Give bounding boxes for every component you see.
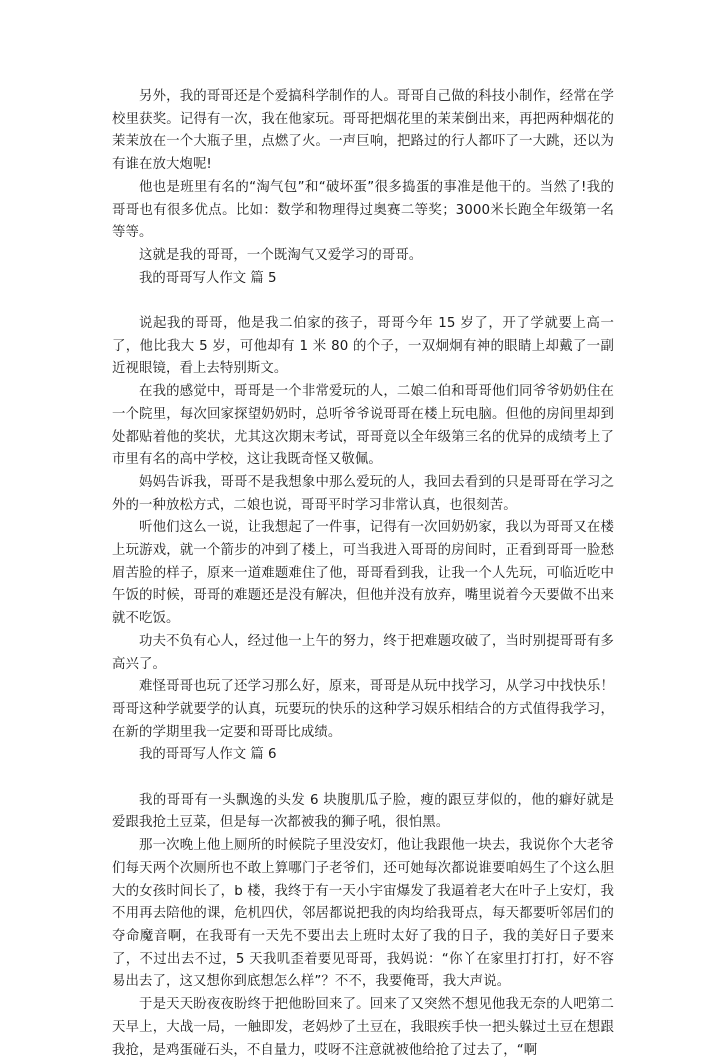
paragraph: 难怪哥哥也玩了还学习那么好，原来，哥哥是从玩中找学习，从学习中找快乐！哥哥这种学就要学的认真，玩要玩的快乐的这种学习娱乐相结合的方式值得我学习，在新的学期里我一定要和哥哥比成绩。 <box>112 679 614 740</box>
paragraph: 这就是我的哥哥，一个既淘气又爱学习的哥哥。 <box>139 247 423 263</box>
paragraph: 我的哥哥有一头飘逸的头发 6 块腹肌瓜子脸，瘦的跟豆芽似的，他的癖好就是爱跟我抢土豆菜，但是每一次都被我的狮子吼，很怕黑。 <box>112 792 614 831</box>
paragraph: 功夫不负有心人，经过他一上午的努力，终于把难题攻破了，当时别提哥哥有多高兴了。 <box>112 633 614 672</box>
paragraph: 说起我的哥哥，他是我二伯家的孩子，哥哥今年 15 岁了，开了学就要上高一了，他比我大 5 岁，可他却有 1 米 80 的个子，一双炯炯有神的眼睛上却戴了一副近视眼镜，看上去特别斯文。 <box>112 316 614 377</box>
blank-line <box>112 767 614 790</box>
paragraph: 另外，我的哥哥还是个爱搞科学制作的人。哥哥自己做的科技小制作，经常在学校里获奖。记得有一次，我在他家玩。哥哥把烟花里的茉茉倒出来，再把两种烟花的茉茉放在一个大瓶子里，点燃了火。一声巨响，把路过的行人都吓了一大跳，还以为有谁在放大炮呢! <box>112 89 614 173</box>
section-heading-6: 我的哥哥写人作文 篇 6 <box>139 747 277 763</box>
paragraph: 妈妈告诉我，哥哥不是我想象中那么爱玩的人，我回去看到的只是哥哥在学习之外的一种放松方式，二娘也说，哥哥平时学习非常认真，也很刻苦。 <box>112 474 614 513</box>
paragraph: 听他们这么一说，让我想起了一件事，记得有一次回奶奶家，我以为哥哥又在楼上玩游戏，就一个箭步的冲到了楼上，可当我进入哥哥的房间时，正看到哥哥一脸愁眉苦脸的样子，原来一道难题难住了他，哥哥看到我，让我一个人先玩，可临近吃中午饭的时候，哥哥的难题还是没有解决，但他并没有放弃，嘴里说着今天要做不出来就不吃饭。 <box>112 520 614 627</box>
blank-line <box>112 290 614 313</box>
paragraph: 他也是班里有名的“淘气包”和“破坏蛋”很多捣蛋的事准是他干的。当然了!我的哥哥也有很多优点。比如：数学和物理得过奥赛二等奖；3000米长跑全年级第一名等等。 <box>112 179 614 241</box>
paragraph: 那一次晚上他上厕所的时候院子里没安灯，他让我跟他一块去，我说你个大老爷们每天两个次厕所也不敢上算哪门子老爷们，还可她每次都说谁要咱妈生了个这么胆大的女孩时间长了，b 楼，我终于有一天小宇宙爆发了我逼着老大在叶子上安灯，我不用再去陪他的课，危机四伏，邻居都说把我的肉均给我哥点，每天都要听邻居们的夺命魔音啊，在我哥有一天先不要出去上班时太好了我的日子，我的美好日子要来了，不过出去不过，5 天我叽歪着要见哥哥，我妈说：“你丫在家里打打打，好不容易出去了，这又想你到底想怎么样”？不不，我要俺哥，我大声说。 <box>112 838 614 990</box>
paragraph: 于是天天盼夜夜盼终于把他盼回来了。回来了又突然不想见他我无奈的人吧第二天早上，大战一局，一触即发，老妈炒了土豆在，我眼疾手快一把头躲过土豆在想跟我抢，是鸡蛋碰石头，不自量力，哎呀不注意就被他给抢了过去了，“啊 <box>112 997 614 1058</box>
paragraph: 在我的感觉中，哥哥是一个非常爱玩的人，二娘二伯和哥哥他们同爷爷奶奶住在一个院里，每次回家探望奶奶时，总听爷爷说哥哥在楼上玩电脑。但他的房间里却到处都贴着他的奖状，尤其这次期末考试，哥哥竟以全年级第三名的优异的成绩考上了市里有名的高中学校，这让我既奇怪又敬佩。 <box>112 384 614 468</box>
section-heading-5: 我的哥哥写人作文 篇 5 <box>139 270 277 286</box>
